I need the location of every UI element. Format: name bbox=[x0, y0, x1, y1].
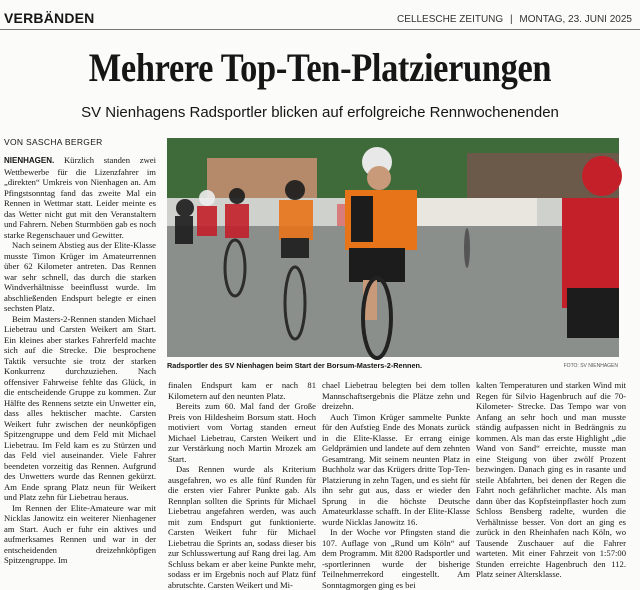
paragraph: Das Rennen wurde als Kriterium ausgefahren, wo es alle fünf Runden für die ersten vier Fahrer Punkte gab. Als Rennplan sollten die Sprints für Michael Liebetrau angefahren werden, was auch mit zum Endspurt gut funktionierte. Carsten Weikert fuhr für Michael Liebetrau die Sprints an, sodass dieser bis zur Schlusswertung auf Rang drei lag. Am Schluss bekam er aber keine Punkte mehr, sodass er im Ergebnis noch auf Platz fünf abrutschte. Carsten Weikert und Mi- bbox=[168, 464, 316, 590]
paragraph: In der Woche vor Pfingsten stand die 107. Auflage von „Rund um Köln“ auf dem Programm. Mit 8200 Radsportler und -sportlerinnen wurde der bisherige Teilnehmerrekord eingestellt. Am Sonntagmorgen ging es bei bbox=[322, 527, 470, 590]
cyclists-illustration bbox=[167, 138, 619, 357]
paragraph: Bereits zum 60. Mal fand der Große Preis von Hildesheim Borsum statt. Hoch motiviert vom Vortag standen erneut Michael Liebetrau, Carsten Weikert und zur Verstärkung noch Martin Mrozek am Start. bbox=[168, 401, 316, 464]
paragraph: NIENHAGEN. Kürzlich standen zwei Wettbewerbe für die Lizenzfahrer im „direkten“ Umkreis von Nienhagen an. Am Pfingstsonntag fand das zweite Mal ein Rennen in Wettmar statt. Leider meinte es das Wetter nicht gut mit den Veranstaltern und Fahrern. Neben Sturmböen gab es noch starke Regenschauer und Gewitter. bbox=[4, 155, 156, 240]
dateline: NIENHAGEN. bbox=[4, 156, 55, 165]
race-photo bbox=[167, 138, 619, 357]
paragraph: Im Rennen der Elite-Amateure war mit Nicklas Janowitz ein weiterer Nienhagener am Start. Auch er fuhr ein aktives und aufmerksames Rennen und war in der entscheidenden dreizehnköpfigen Spitzengruppe. Im bbox=[4, 502, 156, 565]
subheadline: SV Nienhagens Radsportler blicken auf erfolgreiche Rennwochenenden bbox=[81, 104, 559, 121]
separator: | bbox=[509, 14, 513, 25]
paragraph: Nach seinem Abstieg aus der Elite-Klasse musste Timon Krüger im Amateurrennen über 62 Kilometer antreten. Das Rennen war sehr schnell, das durch die starken Windverhältnisse beeinflusst wurde. Im abschließenden Endspurt belegte er einen sechsten Platz. bbox=[4, 240, 156, 313]
paragraph: kalten Temperaturen und starken Wind mit Regen für Silvio Hagenbruch auf die 70-Kilometer- Strecke. Das Tempo war von Anfang an sehr hoch und man musste ständig aufpassen nicht in Bedrängnis zu kommen. Als man das erste Highlight „die Wand von Sand“ erreichte, musste man eine Steigung von über zwölf Prozent bezwingen. Danach ging es in rasante und steile Abfahrten, bei denen der Regen die Fahrt noch gefährlicher machte. Als man dann über das Kopfsteinpflaster hoch zum Schloss Bensberg radelte, wurden die Verhältnisse besser. Von dort an ging es zurück in den Rheinhafen nach Köln, wo Tausende Zuschauer auf die Fahrer warteten. Mit einer Fahrzeit von 1:57:00 Stunden erreichte Hagenbruch den 112. Platz seiner Altersklasse. bbox=[476, 380, 626, 579]
header-rule bbox=[0, 29, 640, 30]
article-column-4 bbox=[476, 380, 626, 583]
page-header bbox=[0, 0, 640, 26]
article-column-1 bbox=[4, 155, 156, 583]
header-meta bbox=[393, 14, 632, 25]
article-column-2 bbox=[168, 380, 316, 590]
paragraph: finalen Endspurt kam er nach 81 Kilometern auf den neunten Platz. bbox=[168, 380, 316, 401]
issue-date: MONTAG, 23. JUNI 2025 bbox=[519, 14, 632, 25]
section-title: VERBÄNDEN bbox=[4, 10, 95, 26]
paragraph: Beim Masters-2-Rennen standen Michael Liebetrau und Carsten Weikert am Start. Ein kleines aber starkes Fahrerfeld machte sich auf die Strecke. Die besprochene Taktik versuchte sie trotz der starken Konkurrenz durchzuziehen. Nach offensiver Fahrweise fehlte das Glück, in die entscheidende Gruppe zu kommen. Zur Hälfte des Rennens setzte ein Unwetter ein, dass alles hektischer machte. Carsten Weikert fuhr zwischen der neunköpfigen Spitzengruppe und dem Feld mit Michael Liebetrau. Im Feld kam es zu Stürzen und das Feld viel auseinander. Viele Fahrer beendeten vorzeitig das Rennen. Aufgrund des Unwetters wurde das Rennen gekürzt. Am Ende sprang Platz neun für Weikert und Platz zehn für Liebetrau heraus. bbox=[4, 313, 156, 502]
article-column-3 bbox=[322, 380, 470, 590]
photo-credit: FOTO: SV NIENHAGEN bbox=[563, 363, 618, 369]
paragraph: Auch Timon Krüger sammelte Punkte für den Aufstieg Ende des Monats zurück in die Elite-Klasse. Er errang einige Geldprämien und landete auf dem zehnten Gesamtrang. Mit seinem neunten Platz in Buchholz war das Krügers dritte Top-Ten-Platzierung in zehn Tagen, und es sieht für ihn sehr gut aus, dass er wieder den Sprung in die höchste Deutsche Amateurklasse schafft. In der Elite-Klasse wurde Nicklas Janowitz 16. bbox=[322, 411, 470, 527]
newspaper-name: CELLESCHE ZEITUNG bbox=[397, 14, 504, 25]
byline: VON SASCHA BERGER bbox=[4, 137, 103, 147]
headline: Mehrere Top-Ten-Platzierungen bbox=[88, 45, 552, 90]
photo-caption: Radsportler des SV Nienhagen beim Start der Borsum-Masters-2-Rennen. bbox=[167, 361, 423, 370]
paragraph: chael Liebetrau belegten bei dem tollen Mannschaftsergebnis die Plätze zehn und dreizehn. bbox=[322, 380, 470, 411]
